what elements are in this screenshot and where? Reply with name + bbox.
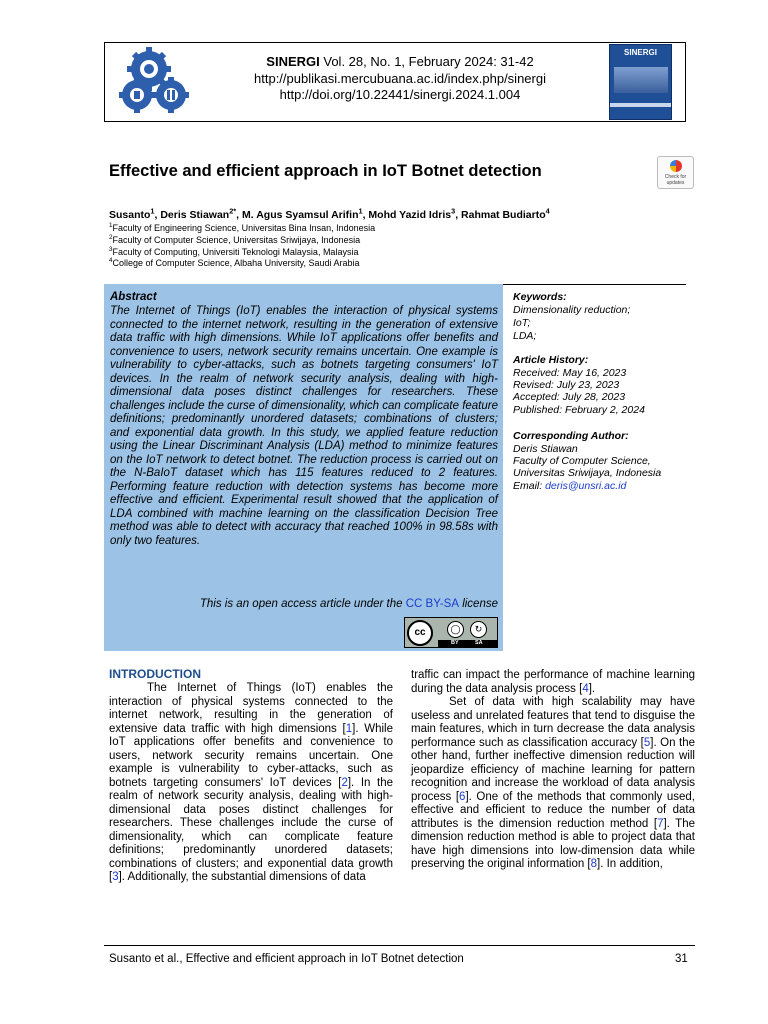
affiliation bbox=[109, 235, 360, 245]
body-paragraph bbox=[411, 696, 695, 872]
journal-url[interactable]: http://publikasi.mercubuana.ac.id/index.php/sinergi bbox=[254, 70, 546, 86]
journal-name: SINERGI bbox=[266, 54, 320, 69]
author-affil-mark: 2* bbox=[229, 206, 237, 216]
keyword: IoT; bbox=[513, 317, 531, 329]
cover-stripe bbox=[610, 103, 671, 107]
citation-link[interactable]: 4 bbox=[582, 682, 589, 695]
affiliation-text: Faculty of Engineering Science, Universitas Bina Insan, Indonesia bbox=[112, 223, 376, 233]
journal-doi[interactable]: http://doi.org/10.22441/sinergi.2024.1.004 bbox=[279, 87, 521, 102]
author-affil-mark: 4 bbox=[545, 206, 550, 216]
email-label: Email: bbox=[513, 480, 546, 492]
check-updates-label: Check for updates bbox=[664, 174, 687, 186]
journal-info bbox=[200, 54, 600, 104]
author-affil-mark: 3 bbox=[451, 206, 456, 216]
author-affil-mark: 1 bbox=[358, 206, 363, 216]
author-name: , Mohd Yazid Idris bbox=[362, 209, 452, 221]
affiliation bbox=[109, 247, 358, 257]
citation-link[interactable]: 8 bbox=[590, 858, 598, 870]
email-link[interactable]: deris@unsri.ac.id bbox=[545, 480, 627, 492]
affiliation bbox=[109, 258, 359, 268]
share-alike-icon: ↻ bbox=[470, 621, 487, 638]
citation-link[interactable]: 7 bbox=[657, 817, 664, 830]
citation-link[interactable]: 2 bbox=[341, 776, 348, 789]
history-item: Accepted: July 28, 2023 bbox=[513, 391, 626, 403]
body-text: ]. bbox=[588, 682, 596, 695]
corresponding-heading bbox=[513, 430, 629, 443]
body-text: Set of data with high scalability may have useless and unrelated features that tend to disguise the main features, which in turn decrease the data analysis performance such as classification accuracy [ bbox=[411, 696, 695, 749]
keywords-heading bbox=[513, 291, 567, 304]
affiliation bbox=[109, 223, 375, 233]
badge-by-label: BY bbox=[451, 640, 459, 646]
page-number: 31 bbox=[675, 953, 688, 965]
history-item: Received: May 16, 2023 bbox=[513, 367, 627, 379]
affiliation-mark: 3 bbox=[109, 246, 113, 253]
history-item: Published: February 2, 2024 bbox=[513, 404, 645, 416]
check-updates-icon bbox=[670, 160, 682, 172]
corresponding-line: Universitas Sriwijaya, Indonesia bbox=[513, 467, 662, 479]
affiliation-mark: 2 bbox=[109, 234, 113, 241]
citation-link[interactable]: 3 bbox=[112, 871, 119, 883]
gears-logo-icon bbox=[115, 45, 197, 119]
corresponding-line: Faculty of Computer Science, bbox=[513, 455, 651, 467]
body-text: The Internet of Things (IoT) enables the interaction of physical systems connected to the internet network, resulting in the generation of extensive data traffic with high dimensions [ bbox=[109, 682, 393, 735]
email-line bbox=[513, 480, 626, 493]
body-paragraph bbox=[411, 669, 695, 696]
sidebar-rule bbox=[503, 284, 686, 285]
history-heading bbox=[513, 354, 588, 367]
citation-link[interactable]: 6 bbox=[459, 790, 466, 803]
body-text: traffic can impact the performance of machine learning during the data analysis process [ bbox=[411, 669, 695, 695]
body-text: ]. Additionally, the substantial dimensions of data bbox=[118, 871, 366, 883]
affiliation-mark: 4 bbox=[109, 257, 113, 264]
cc-by-sa-badge[interactable] bbox=[404, 617, 498, 648]
affiliation-text: College of Computer Science, Albaha University, Saudi Arabia bbox=[112, 258, 360, 268]
license-suffix: license bbox=[459, 598, 498, 610]
body-text: ]. In addition, bbox=[597, 858, 663, 870]
check-for-updates-button[interactable] bbox=[657, 156, 694, 189]
author-list bbox=[109, 206, 550, 221]
body-text: ]. One of the methods that commonly used, effective and efficient to reduce the number of data attributes is the dimension reduction method [ bbox=[411, 790, 695, 830]
body-right-column bbox=[411, 669, 695, 872]
affiliation-text: Faculty of Computer Science, Universitas Sriwijaya, Indonesia bbox=[112, 235, 361, 245]
author-name: Susanto bbox=[109, 209, 151, 221]
license-prefix: This is an open access article under the bbox=[199, 598, 406, 610]
affiliation-text: Faculty of Computing, Universiti Teknologi Malaysia, Malaysia bbox=[112, 247, 359, 257]
author-name: , Rahmat Budiarto bbox=[455, 209, 546, 221]
author-affil-mark: 1 bbox=[150, 206, 155, 216]
body-left-column bbox=[109, 682, 393, 885]
attribution-icon: ◯ bbox=[447, 621, 464, 638]
corresponding-line: Deris Stiawan bbox=[513, 443, 578, 455]
license-link[interactable]: CC BY-SA bbox=[405, 598, 459, 610]
keyword: Dimensionality reduction; bbox=[513, 304, 631, 316]
cc-icon: cc bbox=[407, 620, 433, 646]
paper-title: Effective and efficient approach in IoT Botnet detection bbox=[109, 162, 542, 180]
body-text: ]. In the realm of network security analysis, dealing with high-dimensional data poses distinct challenges for researchers. These challenges include the curse of dimensionality, which can complicate feature definitions; predominantly unordered datasets; combinations of clusters; and exponential data growth [ bbox=[109, 776, 393, 883]
body-paragraph bbox=[109, 682, 393, 885]
author-name: , M. Agus Syamsul Arifin bbox=[236, 209, 359, 221]
journal-cover-image-icon bbox=[609, 44, 672, 120]
history-heading-text: Article History: bbox=[513, 354, 589, 366]
history-item: Revised: July 23, 2023 bbox=[513, 379, 620, 391]
abstract-heading: Abstract bbox=[110, 291, 157, 303]
body-text: ]. The dimension reduction method is able to project data that have high dimensions into low-dimension data while preserving the original information [ bbox=[411, 817, 695, 870]
citation-link[interactable]: 1 bbox=[345, 722, 353, 735]
journal-issue: Vol. 28, No. 1, February 2024: 31-42 bbox=[319, 54, 534, 69]
body-text: ]. On the other hand, further ineffective dimension reduction will jeopardize efficiency of machine learning for pattern recognition and increase the workload of data analysis process [ bbox=[411, 736, 695, 803]
affiliation-mark: 1 bbox=[109, 222, 113, 229]
cover-photo bbox=[614, 67, 668, 93]
badge-band bbox=[438, 640, 497, 647]
author-name: , Deris Stiawan bbox=[154, 209, 230, 221]
keyword: LDA; bbox=[513, 330, 537, 342]
citation-link[interactable]: 5 bbox=[643, 736, 651, 749]
license-statement bbox=[110, 598, 498, 610]
keywords-heading-text: Keywords: bbox=[513, 291, 567, 303]
running-footer: Susanto et al., Effective and efficient approach in IoT Botnet detection bbox=[109, 953, 464, 965]
body-text: ]. While IoT applications offer benefits and convenience to users, network security remains uncertain. One example is vulnerability to cyber-attacks, such as botnets targeting consumers' IoT devices [ bbox=[109, 722, 394, 789]
corresponding-heading-text: Corresponding Author: bbox=[513, 430, 629, 442]
cover-title: SINERGI bbox=[624, 48, 657, 57]
abstract-text: The Internet of Things (IoT) enables the interaction of physical systems connected to the internet network, resulting in the generation of extensive data traffic with high dimensions. While IoT applications offer benefits and convenience to users, network security remains uncertain. One example is vulnerability to cyber-attacks, such as botnets targeting consumers' IoT devices. In the realm of network security analysis, dealing with high-dimensional data poses distinct challenges for researchers. These challenges include the curse of dimensionality, which can complicate feature definitions; predominantly unordered datasets; combinations of clusters; and exponential data growth. In this study, we applied feature reduction using the Linear Discriminant Analysis (LDA) method to minimize features on the IoT network to detect botnet. The reduction process is carried out on the N-BaIoT dataset which has 115 features reduced to 2 features. Performing feature reduction with detection systems has become more effective and efficient. Experimental result showed that the application of LDA combined with machine learning on the classification Decision Tree method was able to detect with accuracy that reached 100% in 98.58s with only two features. bbox=[110, 305, 498, 547]
badge-sa-label: SA bbox=[475, 640, 483, 646]
footer-rule bbox=[104, 945, 695, 946]
introduction-heading: INTRODUCTION bbox=[109, 667, 201, 681]
